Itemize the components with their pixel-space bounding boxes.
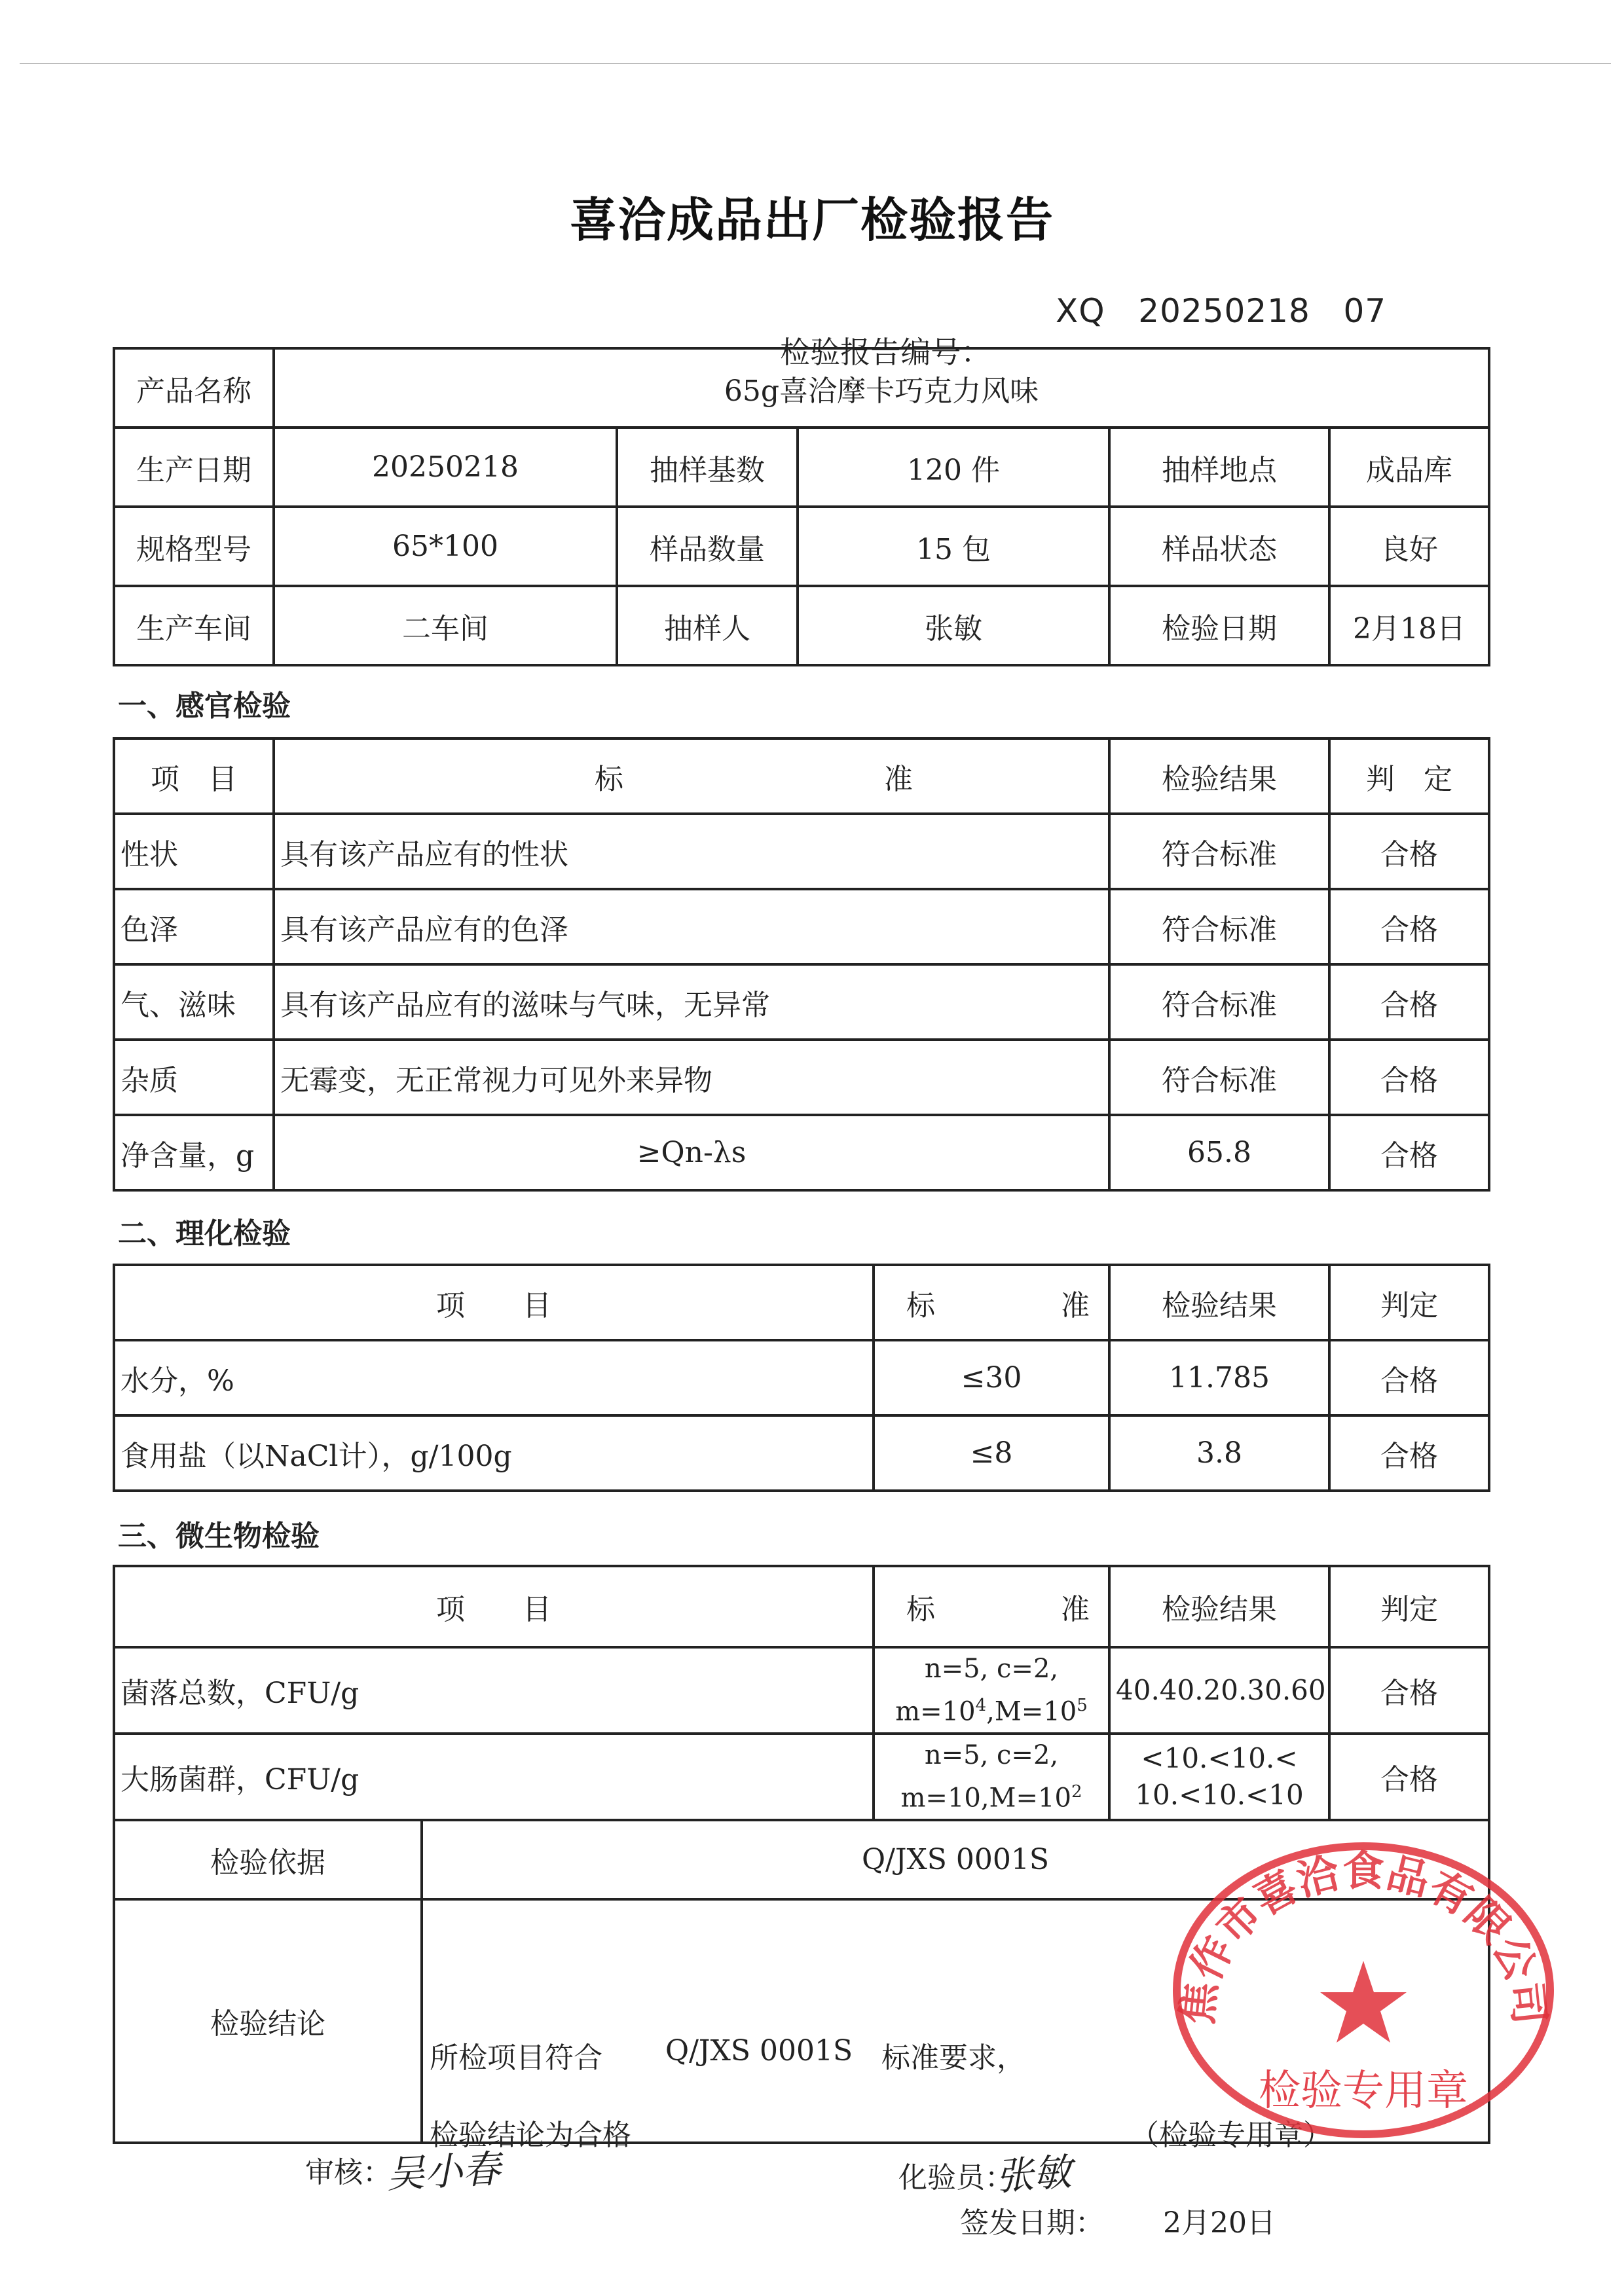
judgement-cell: 合格 xyxy=(1329,889,1489,964)
spec-label: 规格型号 xyxy=(114,507,274,586)
sampler-value: 张敏 xyxy=(798,586,1109,665)
workshop-value: 二车间 xyxy=(274,586,617,665)
standard-line1: n=5, c=2, xyxy=(924,1740,1059,1771)
item-cell: 大肠菌群，CFU/g xyxy=(114,1734,874,1820)
standard-m: m=10 xyxy=(895,1696,976,1727)
col-header-result: 检验结果 xyxy=(1109,1265,1329,1340)
col-header-judgement: 判定 xyxy=(1329,1265,1489,1340)
item-cell: 食用盐（以NaCl计），g/100g xyxy=(114,1415,874,1491)
inspector-label: 化验员： xyxy=(898,2161,1014,2195)
seal-outer-text: 焦作市喜洽食品有限公司 xyxy=(1173,1848,1554,2027)
sensory-table xyxy=(113,737,1490,1192)
item-cell: 净含量，g xyxy=(114,1115,274,1190)
judgement-cell: 合格 xyxy=(1329,1647,1489,1734)
seal-note: （检验专用章） xyxy=(1130,2119,1332,2152)
standard-cell: 具有该产品应有的滋味与气味，无异常 xyxy=(274,964,1109,1040)
col-header-standard xyxy=(874,1566,1109,1647)
production-date-value: 20250218 xyxy=(274,428,617,507)
table-row xyxy=(114,1734,1489,1820)
sampler-label: 抽样人 xyxy=(617,586,798,665)
product-name-label: 产品名称 xyxy=(114,348,274,428)
result-cell: 符合标准 xyxy=(1109,964,1329,1040)
col-header-result: 检验结果 xyxy=(1109,738,1329,814)
standard-bigm: ,M=10 xyxy=(986,1696,1077,1727)
item-cell: 水分，% xyxy=(114,1340,874,1415)
col-header-standard-a: 标 xyxy=(906,1593,935,1626)
result-cell: 符合标准 xyxy=(1109,1040,1329,1115)
standard-cell: 无霉变，无正常视力可见外来异物 xyxy=(274,1040,1109,1115)
basis-row xyxy=(114,1820,1489,1899)
table-row xyxy=(114,1340,1489,1415)
standard-m: m=10,M=10 xyxy=(900,1783,1071,1813)
sample-qty-value: 15 包 xyxy=(798,507,1109,586)
workshop-label: 生产车间 xyxy=(114,586,274,665)
judgement-cell: 合格 xyxy=(1329,814,1489,889)
table-header-row xyxy=(114,1566,1489,1647)
spec-value: 65*100 xyxy=(274,507,617,586)
table-header-row xyxy=(114,738,1489,814)
reviewer-signature: 吴小春 xyxy=(385,2146,502,2197)
col-header-standard-a: 标 xyxy=(906,1288,935,1322)
table-row xyxy=(114,889,1489,964)
standard-m-exp: 4 xyxy=(975,1696,987,1716)
col-header-standard xyxy=(274,738,1109,814)
result-line2: 10.<10.<10 xyxy=(1135,1779,1304,1811)
sample-base-value: 120 件 xyxy=(798,428,1109,507)
section-title-micro: 三、微生物检验 xyxy=(118,1520,320,1553)
standard-cell: 具有该产品应有的性状 xyxy=(274,814,1109,889)
item-cell: 气、滋味 xyxy=(114,964,274,1040)
table-row xyxy=(114,507,1489,586)
judgement-cell: 合格 xyxy=(1329,1340,1489,1415)
conclusion-line2: 检验结论为合格 xyxy=(430,2119,631,2152)
table-row xyxy=(114,1040,1489,1115)
item-cell: 菌落总数，CFU/g xyxy=(114,1647,874,1734)
col-header-standard-b: 准 xyxy=(884,762,913,796)
result-line1: <10.<10.< xyxy=(1141,1742,1298,1774)
sample-base-label: 抽样基数 xyxy=(617,428,798,507)
table-row xyxy=(114,1647,1489,1734)
table-row xyxy=(114,814,1489,889)
standard-cell xyxy=(874,1734,1109,1820)
col-header-item: 项 目 xyxy=(114,738,274,814)
judgement-cell: 合格 xyxy=(1329,1415,1489,1491)
judgement-cell: 合格 xyxy=(1329,1115,1489,1190)
production-date-label: 生产日期 xyxy=(114,428,274,507)
standard-cell: ≤30 xyxy=(874,1340,1109,1415)
col-header-item: 项 目 xyxy=(114,1265,874,1340)
conclusion-label: 检验结论 xyxy=(114,1899,422,2143)
report-number-label: 检验报告编号： xyxy=(780,335,991,370)
item-cell: 杂质 xyxy=(114,1040,274,1115)
conclusion-line1-c: 标准要求， xyxy=(881,2041,1025,2075)
standard-cell: 具有该产品应有的色泽 xyxy=(274,889,1109,964)
product-name-value: 65g喜洽摩卡巧克力风味 xyxy=(274,348,1489,428)
inspector-signature: 张敏 xyxy=(994,2149,1073,2199)
col-header-judgement: 判 定 xyxy=(1329,738,1489,814)
result-cell: 65.8 xyxy=(1109,1115,1329,1190)
table-row xyxy=(114,586,1489,665)
basis-value: Q/JXS 0001S xyxy=(422,1820,1489,1899)
basis-label: 检验依据 xyxy=(114,1820,422,1899)
conclusion-line1-a: 所检项目符合 xyxy=(430,2041,602,2075)
scan-edge-line xyxy=(20,63,1611,64)
conclusion-line1-b: Q/JXS 0001S xyxy=(665,2034,853,2068)
sample-location-label: 抽样地点 xyxy=(1109,428,1329,507)
col-header-item: 项 目 xyxy=(114,1566,874,1647)
table-row xyxy=(114,428,1489,507)
col-header-standard-b: 准 xyxy=(1061,1593,1090,1626)
basic-info-table xyxy=(113,347,1490,666)
standard-cell: ≥Qn-λs xyxy=(274,1115,1109,1190)
result-cell: 11.785 xyxy=(1109,1340,1329,1415)
result-cell: 符合标准 xyxy=(1109,889,1329,964)
section-title-sensory: 一、感官检验 xyxy=(118,689,291,723)
sample-state-value: 良好 xyxy=(1329,507,1489,586)
col-header-standard xyxy=(874,1265,1109,1340)
physchem-table xyxy=(113,1264,1490,1492)
table-row xyxy=(114,964,1489,1040)
item-cell: 色泽 xyxy=(114,889,274,964)
sample-qty-label: 样品数量 xyxy=(617,507,798,586)
result-line1: 40.40.20.30.60 xyxy=(1116,1674,1326,1706)
item-cell: 性状 xyxy=(114,814,274,889)
result-cell xyxy=(1109,1647,1329,1734)
table-row xyxy=(114,1415,1489,1491)
page-title: 喜洽成品出厂检验报告 xyxy=(569,192,1054,247)
sample-state-label: 样品状态 xyxy=(1109,507,1329,586)
standard-line1: n=5, c=2, xyxy=(924,1654,1059,1685)
col-header-judgement: 判定 xyxy=(1329,1566,1489,1647)
issue-date-label: 签发日期： xyxy=(960,2206,1104,2240)
result-cell: 3.8 xyxy=(1109,1415,1329,1491)
inspection-date-value: 2月18日 xyxy=(1329,586,1489,665)
table-row xyxy=(114,1115,1489,1190)
section-title-physchem: 二、理化检验 xyxy=(118,1217,291,1250)
judgement-cell: 合格 xyxy=(1329,1040,1489,1115)
col-header-standard-b: 准 xyxy=(1061,1288,1090,1322)
standard-cell xyxy=(874,1647,1109,1734)
judgement-cell: 合格 xyxy=(1329,964,1489,1040)
table-header-row xyxy=(114,1265,1489,1340)
issue-date-value: 2月20日 xyxy=(1163,2206,1276,2240)
result-cell: 符合标准 xyxy=(1109,814,1329,889)
reviewer-label: 审核： xyxy=(305,2156,392,2189)
conclusion-row xyxy=(114,1899,1489,2143)
product-name-row xyxy=(114,348,1489,428)
standard-bigm-exp: 5 xyxy=(1077,1696,1088,1716)
standard-bigm-exp: 2 xyxy=(1071,1782,1082,1802)
sample-location-value: 成品库 xyxy=(1329,428,1489,507)
seal-inner-text: 检验专用章 xyxy=(1259,2067,1468,2115)
report-number-value: XQ 20250218 07 xyxy=(1056,292,1387,330)
standard-cell: ≤8 xyxy=(874,1415,1109,1491)
inspection-date-label: 检验日期 xyxy=(1109,586,1329,665)
col-header-result: 检验结果 xyxy=(1109,1566,1329,1647)
result-cell xyxy=(1109,1734,1329,1820)
judgement-cell: 合格 xyxy=(1329,1734,1489,1820)
col-header-standard-a: 标 xyxy=(595,762,623,796)
